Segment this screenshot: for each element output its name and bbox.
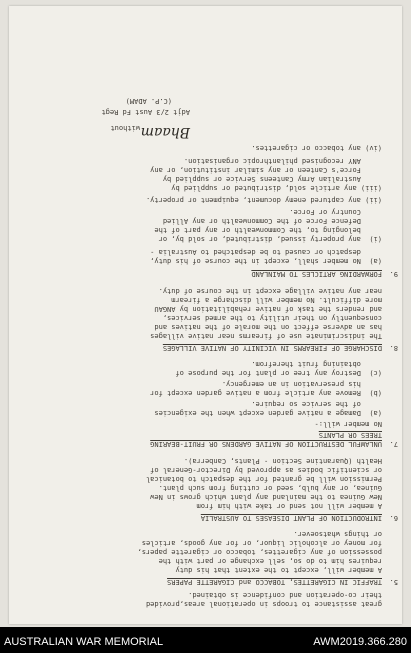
section-number: 6. <box>389 514 398 522</box>
section-heading: TRAFFIC IN CIGARETTES, TOBACCO and CIGARETTE PAPERS <box>167 578 382 586</box>
body-line: despatch or caused to be despatched to Australia - <box>150 248 382 256</box>
body-line: (i) any property issued, distributed, or sold by, or <box>158 235 382 243</box>
body-line: his preservation in an emergency. <box>221 380 382 388</box>
document-page <box>9 6 402 624</box>
body-line: (iii) any article sold, distributed or supplied by <box>171 184 382 192</box>
body-line: Force's Canteen or any similar institution, or any <box>150 166 382 174</box>
body-line: (a) No member shall, except in the course of his duty, <box>150 257 382 265</box>
signature-title: Adjt 2/3 Aust Fd Regt <box>101 108 190 116</box>
body-line: Country or Force. <box>289 208 382 216</box>
body-line: of the service so require. <box>251 400 382 408</box>
body-line: (c) Destroy any tree or plant for the purpose of <box>175 369 382 377</box>
section-heading: FORWARDING ARTICLES TO MAINLAND <box>251 270 382 278</box>
section-heading: UNLAWFUL DESTRUCTION OF NATIVE GARDENS OR FRUIT-BEARING <box>150 440 382 448</box>
section-number: 8. <box>389 344 398 352</box>
body-line: and renders the task of native rehabilitation by ANGAU <box>154 305 382 313</box>
catalogue-number: AWM2019.366.280 <box>313 636 407 648</box>
body-line: Defence Force of the Commonwealth or any Allied <box>162 217 382 225</box>
body-line: ANY recognised philanthropic organisation. <box>183 157 382 165</box>
section-heading: TREES OR PLANTS <box>318 431 382 439</box>
body-line: belonging to, the Commonwealth or any part of the <box>154 226 382 234</box>
rotated-document <box>9 6 402 624</box>
archive-footer-bar <box>0 627 411 653</box>
body-line: New Guinea to the mainland any plant which grows in New <box>150 493 382 501</box>
body-line: (a) Damage a native garden except when the exigencies <box>154 409 382 417</box>
signature-without: without <box>110 124 140 132</box>
body-line: for money or alcoholic liquor, or for any goods, articles <box>141 539 382 547</box>
body-line: more difficult. No member will discharge a firearm <box>171 296 382 304</box>
section-heading: INTRODUCTION OF PLANT DISEASES TO AUSTRALIA <box>200 514 382 522</box>
section-heading: DISCHARGE OF FIREARMS IN VICINITY OF NATIVE VILLAGES <box>162 344 382 352</box>
body-line: or things whatsoever. <box>293 530 382 538</box>
intro-line: great assistance to troops in operational areas,provided <box>145 600 382 608</box>
signature-name: (C.P. ADAM) <box>125 97 172 105</box>
body-line: Guinea, or any bulb, seed or cutting from such plant. <box>158 484 382 492</box>
body-line: possession of any cigarettes, tobacco or cigarette papers, <box>137 548 382 556</box>
signature-mark: Bhaam <box>140 124 190 140</box>
section-number: 9. <box>389 270 398 278</box>
body-line: has an adverse effect on the morale of the natives and <box>154 323 382 331</box>
section-number: 5. <box>389 578 398 586</box>
body-line: (iv) any tobacco or cigarettes. <box>251 144 382 152</box>
body-line: obtaining fruit therefrom. <box>251 360 382 368</box>
body-line: Permission will be granted for the despatch to botanical <box>145 475 382 483</box>
body-line: Australian Army Canteens Service or supplied by <box>162 175 382 183</box>
body-line: consequently on their utility to the armed services, <box>162 314 382 322</box>
body-line: (b) Remove any article from a native garden except for <box>150 389 382 397</box>
intro-line: their co-operation and confidence is obtained. <box>188 591 382 599</box>
body-line: (ii) any captured enemy document, equipment or property. <box>145 196 382 204</box>
body-line: near any native village except in the course of duty. <box>158 287 382 295</box>
body-line: Health (Quarantine Section - Plants, Canberra). <box>183 457 382 465</box>
body-line: A member will not send or take with him from <box>196 502 382 510</box>
body-line: No member will:- <box>314 420 382 428</box>
body-line: A member will, except to the extent that his duty <box>175 566 382 574</box>
body-line: The indiscriminate use of firearms near native villages <box>150 332 382 340</box>
body-line: or scientific bodies as approved by Director-General of <box>150 466 382 474</box>
archive-name: AUSTRALIAN WAR MEMORIAL <box>4 636 164 648</box>
section-number: 7. <box>389 440 398 448</box>
body-line: requires him to do so, sell exchange or part with the <box>158 557 382 565</box>
